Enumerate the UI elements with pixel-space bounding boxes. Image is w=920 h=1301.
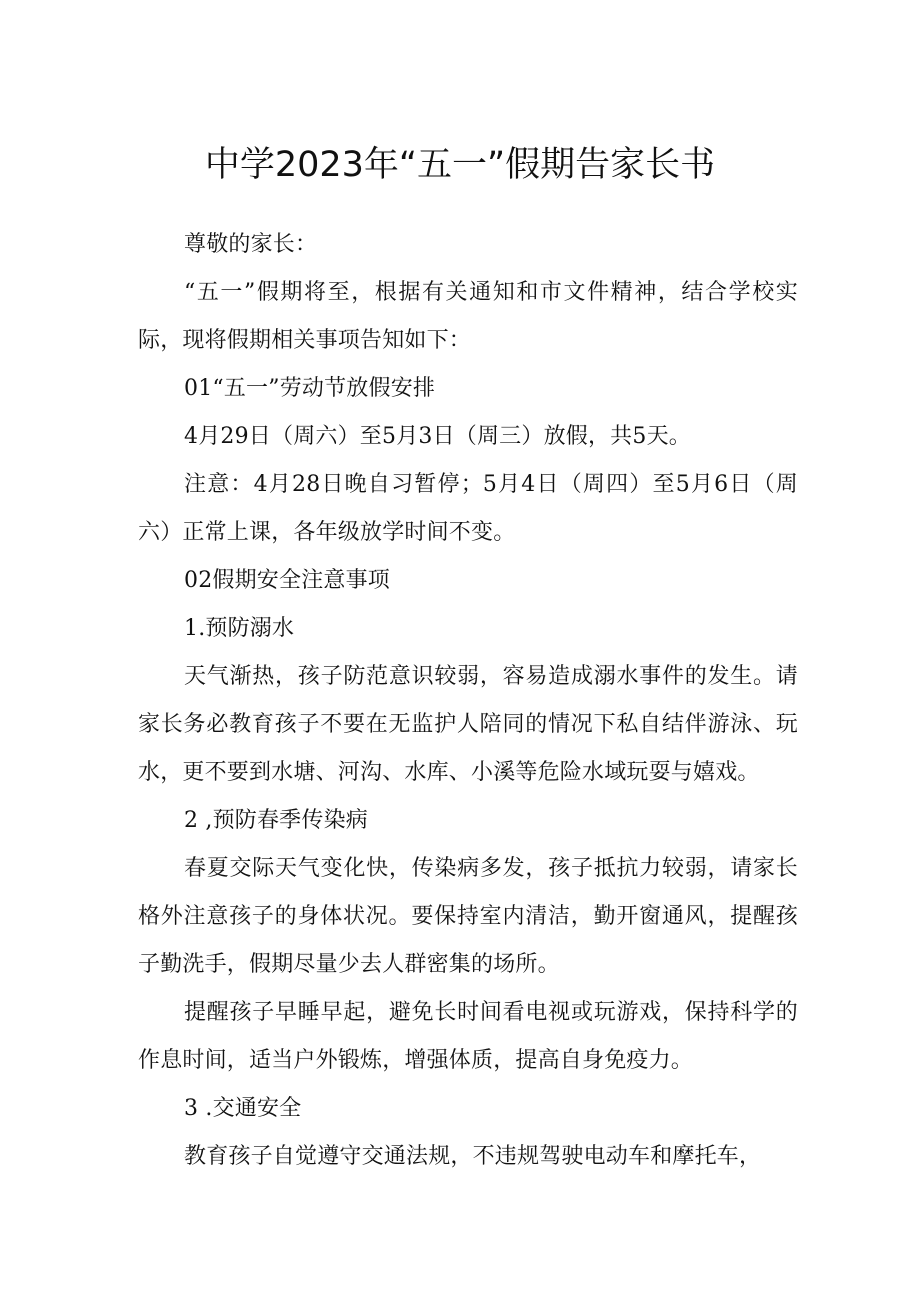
subheading-traffic: 3 .交通安全 (184, 1096, 302, 1121)
subheading-drowning: 1.预防溺水 (184, 616, 295, 641)
holiday-dates: 4月29日（周六）至5月3日（周三）放假，共5天。 (184, 424, 691, 449)
document-body (138, 221, 798, 1181)
traffic-paragraph: 教育孩子自觉遵守交通法规，不违规驾驶电动车和摩托车， (184, 1144, 762, 1169)
section-heading-holiday: 01“五一”劳动节放假安排 (184, 376, 436, 401)
subheading-disease: 2 ,预防春季传染病 (184, 808, 368, 833)
drowning-paragraph: 天气渐热，孩子防范意识较弱，容易造成溺水事件的发生。请家长务必教育孩子不要在无监护人陪同的情况下私自结伴游泳、玩水，更不要到水塘、河沟、水库、小溪等危险水域玩耍与嬉戏。 (138, 664, 798, 785)
section-heading-safety: 02假期安全注意事项 (184, 568, 390, 593)
health-routine-paragraph: 提醒孩子早睡早起，避免长时间看电视或玩游戏，保持科学的作息时间，适当户外锻炼，增强体质，提高自身免疫力。 (138, 1000, 798, 1073)
document-title: 中学2023年“五一”假期告家长书 (204, 145, 716, 185)
disease-paragraph: 春夏交际天气变化快，传染病多发，孩子抵抗力较弱，请家长格外注意孩子的身体状况。要保持室内清洁，勤开窗通风，提醒孩子勤洗手，假期尽量少去人群密集的场所。 (138, 856, 798, 977)
holiday-note: 注意：4月28日晚自习暂停；5月4日（周四）至5月6日（周六）正常上课，各年级放学时间不变。 (138, 472, 798, 545)
intro-paragraph: “五一”假期将至，根据有关通知和市文件精神，结合学校实际，现将假期相关事项告知如下： (138, 280, 798, 353)
greeting: 尊敬的家长： (184, 232, 318, 257)
